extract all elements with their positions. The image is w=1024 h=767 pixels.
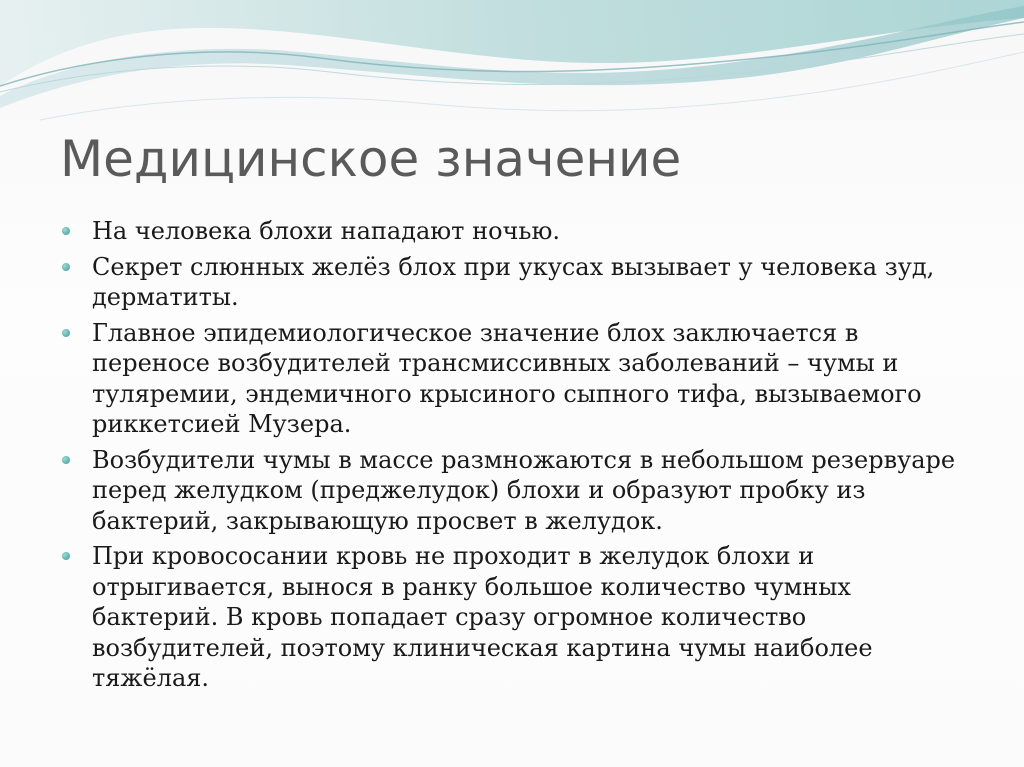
bullet-item — [62, 216, 982, 247]
bullet-dot-icon — [62, 227, 70, 235]
bullet-text: Возбудители чумы в массе размножаются в небольшом резервуаре перед желудком (преджелудок) блохи и образуют пробку из бактерий, закрывающую просвет в желудок. — [92, 445, 956, 535]
bullet-item — [62, 541, 982, 694]
decorative-wave-header — [0, 0, 1024, 140]
bullet-dot-icon — [62, 456, 70, 464]
bullet-text: При кровососании кровь не проходит в желудок блохи и отрыгивается, вынося в ранку большое количество чумных бактерий. В кровь попадает сразу огромное количество возбудителей, поэтому клиническая картина чумы наиболее тяжёлая. — [92, 542, 873, 692]
slide-title: Медицинское значение — [60, 130, 682, 188]
bullet-dot-icon — [62, 329, 70, 337]
bullet-item — [62, 318, 982, 440]
bullet-text: На человека блохи нападают ночью. — [92, 217, 560, 245]
bullet-item — [62, 252, 982, 313]
bullet-dot-icon — [62, 552, 70, 560]
bullet-list — [62, 216, 982, 694]
slide-content — [62, 216, 982, 699]
bullet-text: Секрет слюнных желёз блох при укусах вызывает у человека зуд, дерматиты. — [92, 252, 935, 311]
bullet-text: Главное эпидемиологическое значение блох заключается в переносе возбудителей трансмиссивных заболеваний – чумы и туляремии, эндемичного крысиного сыпного тифа, вызываемого риккетсией Музера. — [92, 318, 922, 438]
bullet-dot-icon — [62, 263, 70, 271]
bullet-item — [62, 445, 982, 537]
